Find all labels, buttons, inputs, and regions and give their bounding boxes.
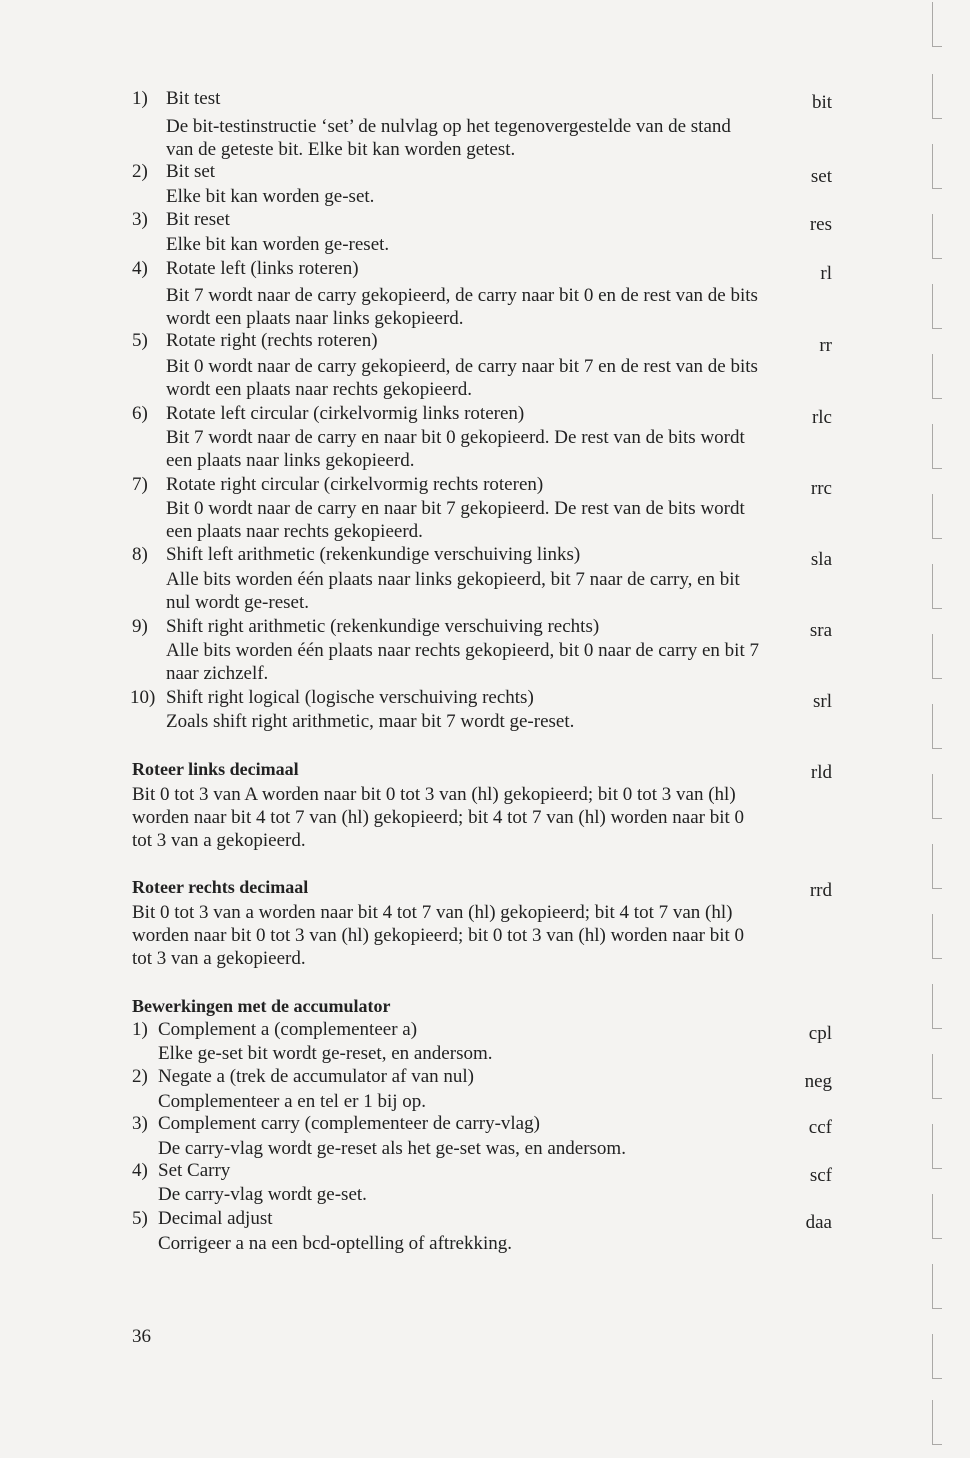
instruction-title: Set Carry: [158, 1160, 231, 1181]
instruction-description: een plaats naar rechts gekopieerd.: [166, 521, 423, 542]
instruction-title: Bit reset: [166, 209, 230, 230]
instruction-description: wordt een plaats naar rechts gekopieerd.: [166, 379, 472, 400]
margin-mark: [932, 1334, 942, 1379]
instruction-description: Bit 0 wordt naar de carry en naar bit 7 gekopieerd. De rest van de bits wordt: [166, 498, 745, 519]
margin-mark: [932, 1194, 942, 1239]
instruction-description: De carry-vlag wordt ge-reset als het ge-set was, en andersom.: [158, 1138, 626, 1159]
instruction-description: Zoals shift right arithmetic, maar bit 7 wordt ge-reset.: [166, 711, 575, 732]
mnemonic: ccf: [808, 1117, 832, 1138]
list-number: 3): [132, 1113, 148, 1134]
list-number: 2): [132, 161, 148, 182]
instruction-description: Bit 7 wordt naar de carry gekopieerd, de carry naar bit 0 en de rest van de bits: [166, 285, 758, 306]
instruction-title: Bit test: [166, 88, 221, 109]
margin-mark: [932, 984, 942, 1029]
margin-mark: [932, 1124, 942, 1169]
margin-mark: [932, 634, 942, 679]
instruction-title: Complement a (complementeer a): [158, 1019, 418, 1040]
list-number: 10): [130, 687, 156, 708]
margin-mark: [932, 564, 942, 609]
list-number: 2): [132, 1066, 148, 1087]
list-number: 1): [132, 88, 148, 109]
margin-mark: [932, 844, 942, 889]
instruction-description: Elke ge-set bit wordt ge-reset, en andersom.: [158, 1043, 493, 1064]
section-heading: Roteer links decimaal: [132, 759, 299, 779]
list-number: 1): [132, 1019, 148, 1040]
margin-mark: [932, 284, 942, 329]
instruction-description: Bit 7 wordt naar de carry en naar bit 0 gekopieerd. De rest van de bits wordt: [166, 427, 745, 448]
mnemonic: srl: [813, 691, 832, 712]
mnemonic: sla: [810, 549, 832, 570]
list-number: 7): [132, 474, 148, 495]
instruction-title: Bit set: [166, 161, 216, 182]
margin-mark: [932, 1400, 942, 1445]
margin-mark: [932, 494, 942, 539]
instruction-description: Bit 0 wordt naar de carry gekopieerd, de carry naar bit 7 en de rest van de bits: [166, 356, 758, 377]
list-number: 8): [132, 544, 148, 565]
paragraph-line: tot 3 van a gekopieerd.: [132, 948, 306, 969]
list-number: 9): [132, 616, 148, 637]
mnemonic: rlc: [811, 407, 832, 428]
margin-mark: [932, 1264, 942, 1309]
mnemonic: rr: [819, 335, 832, 356]
margin-mark: [932, 74, 942, 119]
instruction-description: Alle bits worden één plaats naar rechts gekopieerd, bit 0 naar de carry en bit 7: [166, 640, 759, 661]
paragraph-line: worden naar bit 4 tot 7 van (hl) gekopieerd; bit 4 tot 7 van (hl) worden naar bit 0: [132, 807, 745, 828]
instruction-title: Negate a (trek de accumulator af van nul): [158, 1066, 474, 1087]
mnemonic: neg: [804, 1071, 832, 1092]
margin-mark: [932, 774, 942, 819]
margin-mark: [932, 1054, 942, 1099]
margin-mark: [932, 354, 942, 399]
mnemonic: scf: [809, 1165, 832, 1186]
margin-mark: [932, 424, 942, 469]
section-heading: Roteer rechts decimaal: [132, 877, 309, 897]
mnemonic: set: [810, 166, 832, 187]
instruction-description: Elke bit kan worden ge-reset.: [166, 234, 390, 255]
mnemonic: sra: [809, 620, 832, 641]
instruction-title: Decimal adjust: [158, 1208, 273, 1229]
instruction-title: Rotate right circular (cirkelvormig rechts roteren): [166, 474, 544, 495]
instruction-description: Complementeer a en tel er 1 bij op.: [158, 1091, 427, 1112]
instruction-title: Shift left arithmetic (rekenkundige verschuiving links): [166, 544, 581, 565]
instruction-description: De carry-vlag wordt ge-set.: [158, 1184, 367, 1205]
instruction-description: wordt een plaats naar links gekopieerd.: [166, 308, 464, 329]
margin-mark: [932, 704, 942, 749]
list-number: 4): [132, 1160, 148, 1181]
margin-marks: [926, 0, 946, 1458]
instruction-title: Rotate left (links roteren): [166, 258, 359, 279]
instruction-description: Corrigeer a na een bcd-optelling of aftrekking.: [158, 1233, 512, 1254]
list-number: 6): [132, 403, 148, 424]
paragraph-line: worden naar bit 0 tot 3 van (hl) gekopieerd; bit 0 tot 3 van (hl) worden naar bit 0: [132, 925, 745, 946]
instruction-title: Shift right arithmetic (rekenkundige verschuiving rechts): [166, 616, 600, 637]
mnemonic: res: [809, 214, 832, 235]
instruction-description: De bit-testinstructie ‘set’ de nulvlag op het tegenovergestelde van de stand: [166, 116, 731, 137]
paragraph-line: Bit 0 tot 3 van A worden naar bit 0 tot 3 van (hl) gekopieerd; bit 0 tot 3 van (hl): [132, 784, 736, 805]
instruction-description: nul wordt ge-reset.: [166, 592, 309, 613]
mnemonic: daa: [805, 1212, 832, 1233]
margin-mark: [932, 214, 942, 259]
instruction-title: Complement carry (complementeer de carry-vlag): [158, 1113, 540, 1134]
mnemonic: rl: [820, 263, 832, 284]
instruction-title: Shift right logical (logische verschuiving rechts): [166, 687, 534, 708]
instruction-description: een plaats naar links gekopieerd.: [166, 450, 415, 471]
mnemonic: bit: [811, 92, 832, 113]
instruction-title: Rotate left circular (cirkelvormig links roteren): [166, 403, 525, 424]
mnemonic: rld: [810, 762, 832, 783]
margin-mark: [932, 144, 942, 189]
mnemonic: rrc: [810, 478, 832, 499]
margin-mark: [932, 2, 942, 47]
margin-mark: [932, 914, 942, 959]
page-number: 36: [132, 1326, 151, 1347]
paragraph-line: tot 3 van a gekopieerd.: [132, 830, 306, 851]
instruction-description: van de geteste bit. Elke bit kan worden getest.: [166, 139, 516, 160]
list-number: 5): [132, 330, 148, 351]
instruction-description: Alle bits worden één plaats naar links gekopieerd, bit 7 naar de carry, en bit: [166, 569, 740, 590]
instruction-title: Rotate right (rechts roteren): [166, 330, 378, 351]
list-number: 3): [132, 209, 148, 230]
instruction-description: naar zichzelf.: [166, 663, 269, 684]
instruction-description: Elke bit kan worden ge-set.: [166, 186, 375, 207]
mnemonic: cpl: [808, 1023, 832, 1044]
mnemonic: rrd: [809, 880, 832, 901]
paragraph-line: Bit 0 tot 3 van a worden naar bit 4 tot 7 van (hl) gekopieerd; bit 4 tot 7 van (hl): [132, 902, 733, 923]
list-number: 4): [132, 258, 148, 279]
section-heading: Bewerkingen met de accumulator: [132, 996, 391, 1016]
list-number: 5): [132, 1208, 148, 1229]
